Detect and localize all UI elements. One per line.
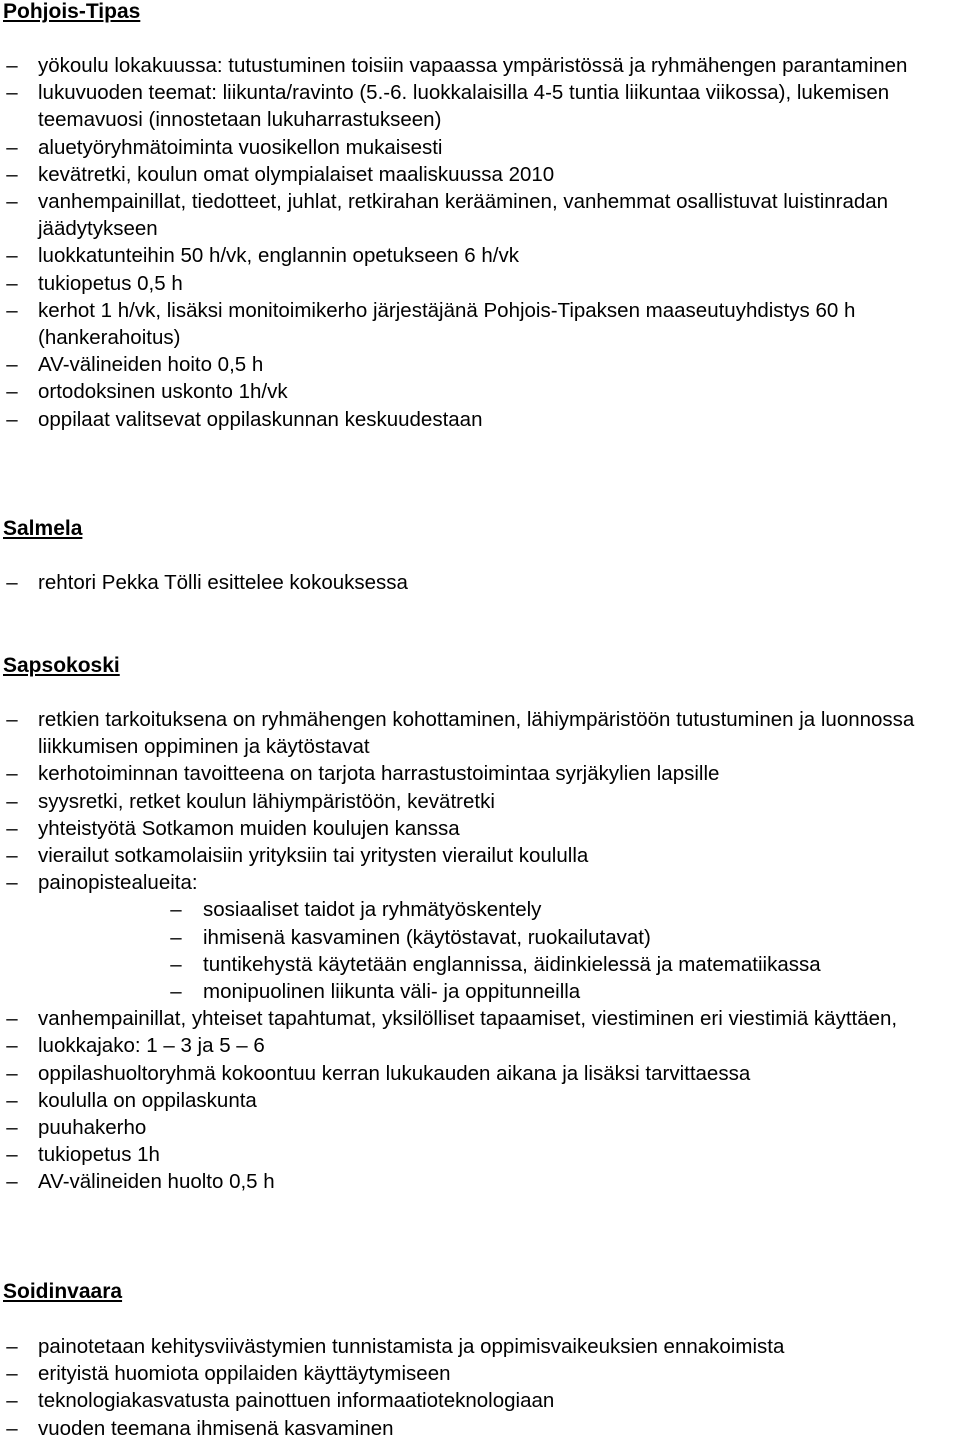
list-item-text: AV-välineiden huolto 0,5 h <box>38 1170 275 1194</box>
soidinvaara-list <box>0 1333 960 1442</box>
list-item <box>0 242 960 269</box>
list-item <box>0 134 960 161</box>
list-item <box>0 188 960 242</box>
sapsokoski-list <box>0 706 960 1196</box>
dash-bullet: – <box>6 271 18 295</box>
dash-bullet: – <box>6 816 18 840</box>
list-item <box>0 788 960 815</box>
dash-bullet: – <box>6 162 18 186</box>
dash-bullet: – <box>6 1170 18 1194</box>
sub-list-item-text: monipuolinen liikunta väli- ja oppitunneilla <box>203 980 581 1004</box>
list-item <box>0 1168 960 1195</box>
sub-list-item <box>38 896 960 923</box>
list-item-text: yökoulu lokakuussa: tutustuminen toisiin vapaassa ympäristössä ja ryhmähengen parantaminen <box>38 54 908 77</box>
list-item-text: kevätretki, koulun omat olympialaiset maaliskuussa 2010 <box>38 162 555 186</box>
list-item <box>0 297 960 351</box>
dash-bullet: – <box>170 925 182 949</box>
list-item-text: oppilaat valitsevat oppilaskunnan keskuudestaan <box>38 407 483 431</box>
list-item-text: teknologiakasvatusta painottuen informaatioteknologiaan <box>38 1389 555 1413</box>
dash-bullet: – <box>6 708 18 731</box>
dash-bullet: – <box>6 1143 18 1167</box>
sub-list-item-text: sosiaaliset taidot ja ryhmätyöskentely <box>203 898 542 922</box>
list-item <box>0 406 960 433</box>
list-item-text: kerhot 1 h/vk, lisäksi monitoimikerho järjestäjänä Pohjois-Tipaksen maaseutuyhdistys 60 h (hankerahoitus) <box>38 298 856 350</box>
dash-bullet: – <box>170 980 182 1004</box>
salmela-list <box>0 569 960 596</box>
dash-bullet: – <box>6 54 18 77</box>
dash-bullet: – <box>6 1389 18 1413</box>
dash-bullet: – <box>6 844 18 868</box>
dash-bullet: – <box>6 1116 18 1140</box>
list-item <box>0 1005 960 1032</box>
list-item-text: oppilashuoltoryhmä kokoontuu kerran lukukauden aikana ja lisäksi tarvittaessa <box>38 1061 751 1085</box>
sub-list-item <box>38 924 960 951</box>
list-item-text: ortodoksinen uskonto 1h/vk <box>38 380 288 404</box>
dash-bullet: – <box>170 898 182 922</box>
list-item-text: kerhotoiminnan tavoitteena on tarjota harrastustoimintaa syrjäkylien lapsille <box>38 762 720 786</box>
list-item-text: luokkajako: 1 – 3 ja 5 – 6 <box>38 1034 265 1058</box>
dash-bullet: – <box>6 1335 18 1358</box>
list-item-text: vanhempainillat, tiedotteet, juhlat, retkirahan kerääminen, vanhemmat osallistuvat luistinradan jäädytykseen <box>38 190 889 241</box>
list-item <box>0 815 960 842</box>
dash-bullet: – <box>6 1088 18 1112</box>
dash-bullet: – <box>6 298 18 322</box>
painopistealueet-sublist <box>38 896 960 1005</box>
dash-bullet: – <box>6 407 18 431</box>
list-item <box>0 351 960 378</box>
list-item-text: tukiopetus 1h <box>38 1143 160 1167</box>
list-item <box>0 1087 960 1114</box>
section-heading-pohjois-tipas: Pohjois-Tipas <box>3 0 141 23</box>
list-item-text: lukuvuoden teemat: liikunta/ravinto (5.-6. luokkalaisilla 4-5 tuntia liikuntaa viikossa), lukemisen teemavuosi (innostetaan lukuharrastukseen) <box>38 81 890 132</box>
list-item <box>0 270 960 297</box>
list-item <box>0 569 960 596</box>
dash-bullet: – <box>6 135 18 159</box>
dash-bullet: – <box>6 1061 18 1085</box>
dash-bullet: – <box>6 1007 18 1031</box>
list-item <box>0 161 960 188</box>
dash-bullet: – <box>6 1034 18 1058</box>
list-item-text: puuhakerho <box>38 1116 147 1140</box>
dash-bullet: – <box>6 871 18 895</box>
list-item-text: painopistealueita: <box>38 871 198 895</box>
list-item-text: vanhempainillat, yhteiset tapahtumat, yksilölliset tapaamiset, viestiminen eri viestimiä käyttäen, <box>38 1007 898 1031</box>
section-heading-soidinvaara: Soidinvaara <box>3 1280 123 1303</box>
list-item-text: aluetyöryhmätoiminta vuosikellon mukaisesti <box>38 135 443 159</box>
list-item <box>0 1114 960 1141</box>
sub-list-item-text: tuntikehystä käytetään englannissa, äidinkielessä ja matematiikassa <box>203 952 821 976</box>
list-item <box>0 1141 960 1168</box>
pohjois-tipas-list <box>0 52 960 433</box>
dash-bullet: – <box>6 380 18 404</box>
list-item-text: yhteistyötä Sotkamon muiden koulujen kanssa <box>38 816 460 840</box>
list-item-text: tukiopetus 0,5 h <box>38 271 183 295</box>
list-item-text: rehtori Pekka Tölli esittelee kokouksessa <box>38 571 408 594</box>
sub-list-item <box>38 978 960 1005</box>
list-item <box>0 869 960 1005</box>
list-item-text: vierailut sotkamolaisiin yrityksiin tai yritysten vierailut koululla <box>38 844 589 868</box>
list-item-text: vuoden teemana ihmisenä kasvaminen <box>38 1416 394 1440</box>
list-item-text: koululla on oppilaskunta <box>38 1088 257 1112</box>
dash-bullet: – <box>6 762 18 786</box>
list-item-text: AV-välineiden hoito 0,5 h <box>38 353 264 377</box>
dash-bullet: – <box>6 1416 18 1440</box>
dash-bullet: – <box>6 1362 18 1386</box>
list-item <box>0 760 960 787</box>
list-item <box>0 378 960 405</box>
dash-bullet: – <box>170 952 182 976</box>
list-item <box>0 1333 960 1360</box>
list-item-text: luokkatunteihin 50 h/vk, englannin opetukseen 6 h/vk <box>38 244 519 268</box>
list-item <box>0 1387 960 1414</box>
list-item-text: erityistä huomiota oppilaiden käyttäytymiseen <box>38 1362 451 1386</box>
list-item <box>0 1360 960 1387</box>
dash-bullet: – <box>6 81 18 105</box>
section-heading-sapsokoski: Sapsokoski <box>3 654 120 677</box>
dash-bullet: – <box>6 244 18 268</box>
sub-list-item <box>38 951 960 978</box>
list-item-text: painotetaan kehitysviivästymien tunnistamista ja oppimisvaikeuksien ennakoimista <box>38 1335 785 1358</box>
list-item <box>0 1032 960 1059</box>
list-item <box>0 52 960 79</box>
dash-bullet: – <box>6 571 18 594</box>
sub-list-item-text: ihmisenä kasvaminen (käytöstavat, ruokailutavat) <box>203 925 651 949</box>
list-item-text: retkien tarkoituksena on ryhmähengen kohottaminen, lähiympäristöön tutustuminen ja luonnossa liikkumisen oppiminen ja käytöstavat <box>38 708 915 759</box>
list-item <box>0 79 960 133</box>
dash-bullet: – <box>6 353 18 377</box>
list-item <box>0 842 960 869</box>
list-item <box>0 706 960 760</box>
dash-bullet: – <box>6 789 18 813</box>
list-item-text: syysretki, retket koulun lähiympäristöön, kevätretki <box>38 789 495 813</box>
list-item <box>0 1060 960 1087</box>
dash-bullet: – <box>6 190 18 214</box>
section-heading-salmela: Salmela <box>3 517 83 540</box>
